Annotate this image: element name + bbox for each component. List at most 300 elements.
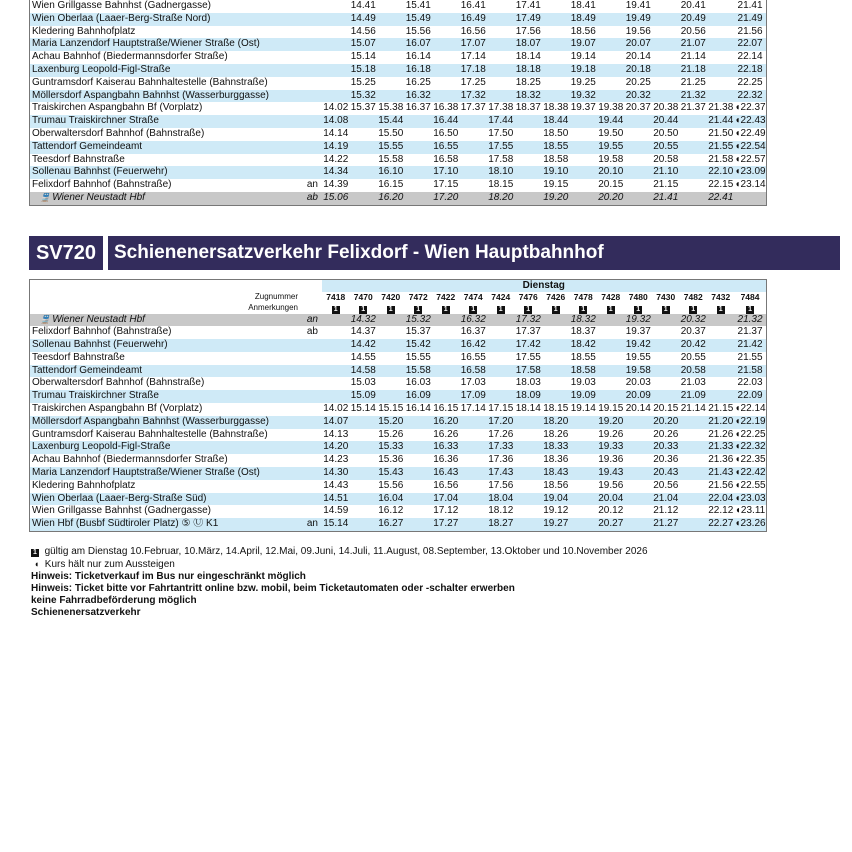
departure-time: 20.36 — [653, 454, 679, 466]
departure-time — [405, 166, 433, 179]
departure-time — [487, 38, 515, 51]
departure-time — [322, 326, 350, 339]
departure-time: 14.32 — [350, 313, 376, 325]
note-marker-icon: 1 — [31, 549, 39, 557]
departure-time: 15.32 — [405, 313, 431, 325]
departure-time: 20.33 — [653, 441, 679, 453]
departure-time: 15.15 — [378, 403, 404, 415]
departure-time: 15.18 — [350, 63, 376, 75]
arrival-departure-flag: an — [300, 314, 322, 327]
table-row — [30, 38, 767, 51]
departure-time: 17.58 — [515, 364, 541, 376]
arrival-departure-flag — [300, 115, 322, 128]
departure-time: 15.25 — [350, 76, 376, 88]
departure-time: 16.32 — [405, 89, 431, 101]
departure-time: 21.26 — [708, 428, 734, 440]
departure-time: 17.32 — [460, 89, 486, 101]
departure-time — [405, 505, 433, 518]
departure-time — [625, 441, 653, 454]
departure-time — [460, 480, 488, 493]
departure-time — [322, 90, 350, 103]
departure-time — [322, 64, 350, 77]
note-marker-icon: 1 — [414, 306, 422, 314]
departure-time — [652, 38, 680, 51]
departure-time: 15.41 — [405, 0, 431, 11]
table-row — [30, 128, 767, 141]
departure-time — [542, 390, 570, 403]
departure-time: ◖22.43 — [734, 115, 766, 127]
departure-time — [515, 416, 543, 429]
departure-time — [625, 416, 653, 429]
departure-time — [405, 441, 433, 454]
station-name: Wien Grillgasse Bahnhst (Gadnergasse) — [32, 505, 211, 517]
departure-time: 14.22 — [323, 153, 349, 165]
station-name: Traiskirchen Aspangbahn Bf (Vorplatz) — [32, 403, 203, 415]
departure-time — [570, 493, 598, 506]
departure-time — [460, 115, 488, 128]
departure-time — [570, 154, 598, 167]
departure-time — [652, 0, 680, 13]
train-number: 7476 — [518, 292, 538, 302]
departure-time: 19.42 — [625, 339, 651, 351]
table-row — [30, 505, 767, 518]
departure-time — [322, 365, 350, 378]
train-number: 7470 — [353, 292, 373, 302]
departure-time — [515, 192, 543, 205]
note-marker-icon: 1 — [524, 306, 532, 314]
departure-time: 15.03 — [350, 377, 376, 389]
departure-time: 20.50 — [653, 127, 679, 139]
departure-time: ◖22.35 — [734, 454, 766, 466]
departure-time — [377, 0, 405, 13]
departure-time — [680, 505, 708, 518]
departure-time — [322, 314, 350, 327]
departure-time — [542, 64, 570, 77]
table-row — [30, 141, 767, 154]
departure-time: 16.32 — [460, 313, 486, 325]
departure-time: 22.09 — [735, 390, 767, 403]
departure-time — [405, 154, 433, 167]
departure-time: 15.09 — [350, 390, 376, 402]
table-row — [30, 429, 767, 442]
departure-time: 18.42 — [570, 339, 596, 351]
table-row — [30, 403, 767, 416]
train-number: 7418 — [326, 292, 346, 302]
departure-time — [487, 365, 515, 378]
departure-time: 22.18 — [735, 64, 767, 77]
departure-time — [707, 326, 735, 339]
departure-time: 20.15 — [598, 179, 624, 191]
departure-time: 18.50 — [543, 127, 569, 139]
departure-time — [570, 192, 598, 205]
departure-time — [707, 64, 735, 77]
table-row — [30, 26, 767, 39]
departure-time — [707, 352, 735, 365]
note-marker-icon: 1 — [634, 306, 642, 314]
train-number: 7480 — [628, 292, 648, 302]
departure-time: 19.14 — [570, 51, 596, 63]
table-row — [30, 441, 767, 454]
station-name: Trumau Traiskirchner Straße — [30, 390, 301, 403]
departure-time — [652, 64, 680, 77]
route-code: SV720 — [29, 236, 103, 270]
departure-time: 22.07 — [735, 38, 767, 51]
departure-time: 17.43 — [488, 467, 514, 479]
departure-time: 19.50 — [598, 127, 624, 139]
departure-time: 21.58 — [708, 153, 734, 165]
departure-time — [652, 352, 680, 365]
departure-time — [652, 390, 680, 403]
departure-time: 19.58 — [625, 364, 651, 376]
departure-time — [350, 179, 378, 192]
table-row — [30, 115, 767, 128]
arrival-departure-flag — [300, 90, 322, 103]
departure-time — [542, 377, 570, 390]
departure-time: 14.19 — [323, 140, 349, 152]
departure-time: 16.43 — [433, 467, 459, 479]
departure-time: 16.25 — [405, 76, 431, 88]
departure-time: 16.38 — [433, 102, 459, 114]
note-marker-icon: 1 — [689, 306, 697, 314]
table-row — [30, 166, 767, 179]
departure-time: 21.07 — [680, 38, 706, 50]
departure-time: 16.14 — [405, 51, 431, 63]
departure-time: 17.12 — [433, 505, 459, 517]
departure-time — [542, 0, 570, 13]
departure-time: 18.20 — [543, 415, 569, 427]
departure-time — [625, 115, 653, 128]
departure-time: 19.18 — [570, 63, 596, 75]
arrival-departure-flag — [300, 480, 322, 493]
departure-time: 16.36 — [433, 454, 459, 466]
departure-time: 14.55 — [350, 351, 376, 363]
departure-time: 21.15 — [653, 179, 679, 191]
departure-time: 15.14 — [350, 403, 376, 415]
departure-time — [625, 454, 653, 467]
departure-time: 17.26 — [488, 428, 514, 440]
note-marker-icon: 1 — [579, 306, 587, 314]
departure-time — [597, 77, 625, 90]
departure-time — [322, 77, 350, 90]
departure-time — [652, 13, 680, 26]
departure-time: 14.23 — [323, 454, 349, 466]
station-name: Möllersdorf Aspangbahn Bahnhst (Wasserburggasse) — [30, 416, 301, 429]
departure-time — [542, 26, 570, 39]
departure-time: 14.56 — [350, 25, 376, 37]
departure-time: 18.43 — [543, 467, 569, 479]
note-marker-icon: 1 — [552, 306, 560, 314]
departure-time — [597, 377, 625, 390]
departure-time: 21.32 — [735, 314, 767, 327]
departure-time: 15.55 — [378, 140, 404, 152]
station-name: Achau Bahnhof (Biedermannsdorfer Straße) — [32, 51, 228, 63]
departure-time — [432, 314, 460, 327]
departure-time — [597, 26, 625, 39]
arrival-departure-flag — [300, 365, 322, 378]
departure-time: ◖22.54 — [734, 140, 766, 152]
arrival-departure-flag — [300, 77, 322, 90]
departure-time — [652, 326, 680, 339]
note-marker-icon: 1 — [469, 306, 477, 314]
departure-time — [597, 64, 625, 77]
departure-time: 18.09 — [515, 390, 541, 402]
departure-time — [515, 115, 543, 128]
departure-time: 17.09 — [460, 390, 486, 402]
departure-time: 20.09 — [625, 390, 651, 402]
route-banner — [29, 236, 840, 270]
departure-time: 17.10 — [433, 166, 459, 178]
departure-time: 18.12 — [488, 505, 514, 517]
departure-time — [625, 128, 653, 141]
table-row — [30, 314, 767, 327]
arrival-departure-flag — [300, 403, 322, 416]
departure-time — [707, 365, 735, 378]
departure-time: 19.55 — [598, 140, 624, 152]
departure-time — [652, 377, 680, 390]
departure-time: 17.20 — [488, 415, 514, 427]
departure-time: 16.18 — [405, 63, 431, 75]
departure-time — [652, 339, 680, 352]
departure-time — [322, 38, 350, 51]
departure-time: 16.50 — [433, 127, 459, 139]
departure-time — [515, 166, 543, 179]
departure-time — [487, 339, 515, 352]
departure-time: 17.15 — [488, 403, 514, 415]
departure-time — [680, 441, 708, 454]
timetable-bottom-body — [30, 280, 767, 532]
hint-ticket-online: Hinweis: Ticket bitte vor Fahrtantritt online bzw. mobil, beim Ticketautomaten oder -schalter erwerben — [31, 583, 515, 594]
departure-time — [542, 13, 570, 26]
departure-time: 21.03 — [680, 377, 706, 389]
departure-time: 19.38 — [598, 102, 624, 114]
departure-time — [377, 352, 405, 365]
departure-time: 22.03 — [737, 377, 763, 389]
departure-time — [432, 365, 460, 378]
departure-time — [597, 390, 625, 403]
departure-time: 21.36 — [708, 454, 734, 466]
departure-time: 18.41 — [570, 0, 596, 11]
departure-time: 20.27 — [597, 518, 625, 531]
departure-time: 14.58 — [350, 364, 376, 376]
departure-time: 16.20 — [433, 415, 459, 427]
departure-time: 21.56 — [708, 479, 734, 491]
departure-time: 16.10 — [378, 166, 404, 178]
departure-time: 19.55 — [625, 351, 651, 363]
departure-time: 17.55 — [515, 351, 541, 363]
departure-time — [707, 13, 735, 26]
departure-time: 22.15 — [708, 179, 734, 191]
departure-time — [487, 26, 515, 39]
station-name: Achau Bahnhof (Biedermannsdorfer Straße) — [32, 454, 228, 466]
departure-time: 15.20 — [378, 415, 404, 427]
departure-time: 20.44 — [653, 115, 679, 127]
departure-time — [597, 90, 625, 103]
departure-time: 21.09 — [680, 390, 706, 402]
footnotes — [31, 546, 648, 619]
departure-time — [377, 339, 405, 352]
departure-time — [735, 192, 767, 205]
departure-time: 15.37 — [405, 326, 431, 338]
departure-time — [680, 128, 708, 141]
departure-time: 16.20 — [377, 192, 405, 205]
departure-time: 16.58 — [460, 364, 486, 376]
departure-time: 17.14 — [460, 403, 486, 415]
hint-no-bikes: keine Fahrradbeförderung möglich — [31, 595, 197, 606]
departure-time — [460, 128, 488, 141]
departure-time — [570, 480, 598, 493]
departure-time: 17.41 — [515, 0, 541, 11]
train-number-row: Zugnummer 7418 7470 7420 7472 7422 7474 7424 7476 7426 7478 7428 7480 7430 7482 7432 7484 — [30, 292, 767, 303]
departure-time — [377, 377, 405, 390]
station-name: Oberwaltersdorf Bahnhof (Bahnstraße) — [32, 127, 205, 139]
departure-time — [377, 365, 405, 378]
departure-time — [405, 128, 433, 141]
footnote-alight-only: ◖ Kurs hält nur zum Aussteigen — [33, 559, 175, 570]
departure-time: 20.41 — [680, 0, 706, 11]
departure-time: 21.43 — [708, 467, 734, 479]
departure-time: 18.55 — [543, 140, 569, 152]
departure-time: 20.20 — [597, 192, 625, 205]
table-row — [30, 192, 767, 205]
departure-time — [707, 339, 735, 352]
departure-time — [350, 480, 378, 493]
departure-time — [460, 441, 488, 454]
half-moon-icon: ◖ — [33, 559, 40, 569]
departure-time — [350, 192, 378, 205]
departure-time: 19.37 — [625, 326, 651, 338]
station-name: Wien Grillgasse Bahnhst (Gadnergasse) — [32, 0, 211, 11]
train-number: 7432 — [711, 292, 731, 302]
departure-time — [350, 454, 378, 467]
departure-time: 16.56 — [460, 25, 486, 37]
departure-time — [625, 518, 653, 531]
departure-time — [487, 314, 515, 327]
arrival-departure-flag — [300, 505, 322, 518]
departure-time — [377, 38, 405, 51]
station-name: Wien Hbf (Busbf Südtiroler Platz) ⑤ Ⓤ K1 — [30, 518, 301, 531]
departure-time: 20.07 — [625, 38, 651, 50]
remarks-row: Anmerkungen 1 1 1 1 1 1 1 1 1 1 1 1 1 1 1 1 — [30, 303, 767, 314]
departure-time — [707, 90, 735, 103]
train-number: 7478 — [573, 292, 593, 302]
departure-time — [515, 141, 543, 154]
note-marker-icon: 1 — [607, 306, 615, 314]
departure-time: 20.56 — [653, 479, 679, 491]
table-row — [30, 0, 767, 13]
departure-time: 18.26 — [543, 428, 569, 440]
departure-time: 18.10 — [488, 166, 514, 178]
departure-time: 16.41 — [460, 0, 486, 11]
departure-time — [515, 480, 543, 493]
departure-time: 21.58 — [735, 365, 767, 378]
departure-time: 20.37 — [680, 326, 706, 338]
departure-time: 21.50 — [708, 127, 734, 139]
departure-time — [405, 115, 433, 128]
departure-time — [460, 192, 488, 205]
departure-time — [405, 141, 433, 154]
departure-time: 19.56 — [625, 25, 651, 37]
departure-time — [597, 0, 625, 13]
station-name: Möllersdorf Aspangbahn Bahnhst (Wasserburggasse) — [30, 90, 301, 103]
departure-time — [350, 441, 378, 454]
departure-time: 22.41 — [707, 192, 735, 205]
arrival-departure-flag — [300, 51, 322, 64]
departure-time: 17.37 — [460, 102, 486, 114]
station-name: Maria Lanzendorf Hauptstraße/Wiener Straße (Ost) — [30, 467, 301, 480]
station-name: Sollenau Bahnhst (Feuerwehr) — [30, 339, 301, 352]
departure-time: 21.33 — [708, 441, 734, 453]
departure-time — [707, 314, 735, 327]
departure-time — [680, 493, 708, 506]
departure-time — [515, 128, 543, 141]
departure-time — [625, 154, 653, 167]
departure-time — [707, 390, 735, 403]
departure-time: 16.12 — [378, 505, 404, 517]
departure-time: 22.25 — [737, 76, 763, 88]
departure-time: 15.58 — [405, 364, 431, 376]
departure-time — [432, 90, 460, 103]
departure-time: 18.37 — [515, 102, 541, 114]
departure-time: ◖23.14 — [734, 179, 766, 191]
departure-time: 14.30 — [323, 467, 349, 479]
departure-time: 17.20 — [432, 192, 460, 205]
departure-time — [487, 64, 515, 77]
departure-time — [377, 390, 405, 403]
table-row — [30, 179, 767, 192]
departure-time: 21.41 — [737, 0, 763, 11]
arrival-departure-flag — [300, 339, 322, 352]
departure-time: 21.04 — [653, 492, 679, 504]
station-name: Laxenburg Leopold-Figl-Straße — [30, 64, 301, 77]
departure-time — [350, 493, 378, 506]
departure-time — [680, 179, 708, 192]
departure-time: 19.36 — [598, 454, 624, 466]
departure-time — [460, 493, 488, 506]
departure-time — [432, 13, 460, 26]
departure-time: 21.12 — [653, 505, 679, 517]
departure-time — [405, 454, 433, 467]
departure-time — [350, 429, 378, 442]
departure-time — [405, 179, 433, 192]
departure-time: 17.25 — [460, 76, 486, 88]
departure-time: 14.08 — [323, 115, 349, 127]
departure-time — [570, 416, 598, 429]
departure-time — [487, 77, 515, 90]
departure-time: 17.04 — [433, 492, 459, 504]
departure-time — [570, 505, 598, 518]
departure-time: 16.09 — [405, 390, 431, 402]
station-name: Oberwaltersdorf Bahnhof (Bahnstraße) — [32, 377, 205, 389]
station-name: Guntramsdorf Kaiserau Bahnhaltestelle (Bahnstraße) — [32, 76, 268, 88]
departure-time — [707, 377, 735, 390]
table-row — [30, 454, 767, 467]
departure-time — [322, 51, 350, 64]
table-row — [30, 352, 767, 365]
departure-time: 19.25 — [570, 76, 596, 88]
departure-time — [707, 26, 735, 39]
arrival-departure-flag — [300, 493, 322, 506]
departure-time — [432, 377, 460, 390]
departure-time — [680, 416, 708, 429]
departure-time — [542, 365, 570, 378]
departure-time — [625, 480, 653, 493]
note-marker-icon: 1 — [359, 306, 367, 314]
departure-time: 19.27 — [542, 518, 570, 531]
departure-time: 20.04 — [598, 492, 624, 504]
departure-time — [432, 26, 460, 39]
departure-time — [432, 339, 460, 352]
departure-time: 21.44 — [708, 115, 734, 127]
